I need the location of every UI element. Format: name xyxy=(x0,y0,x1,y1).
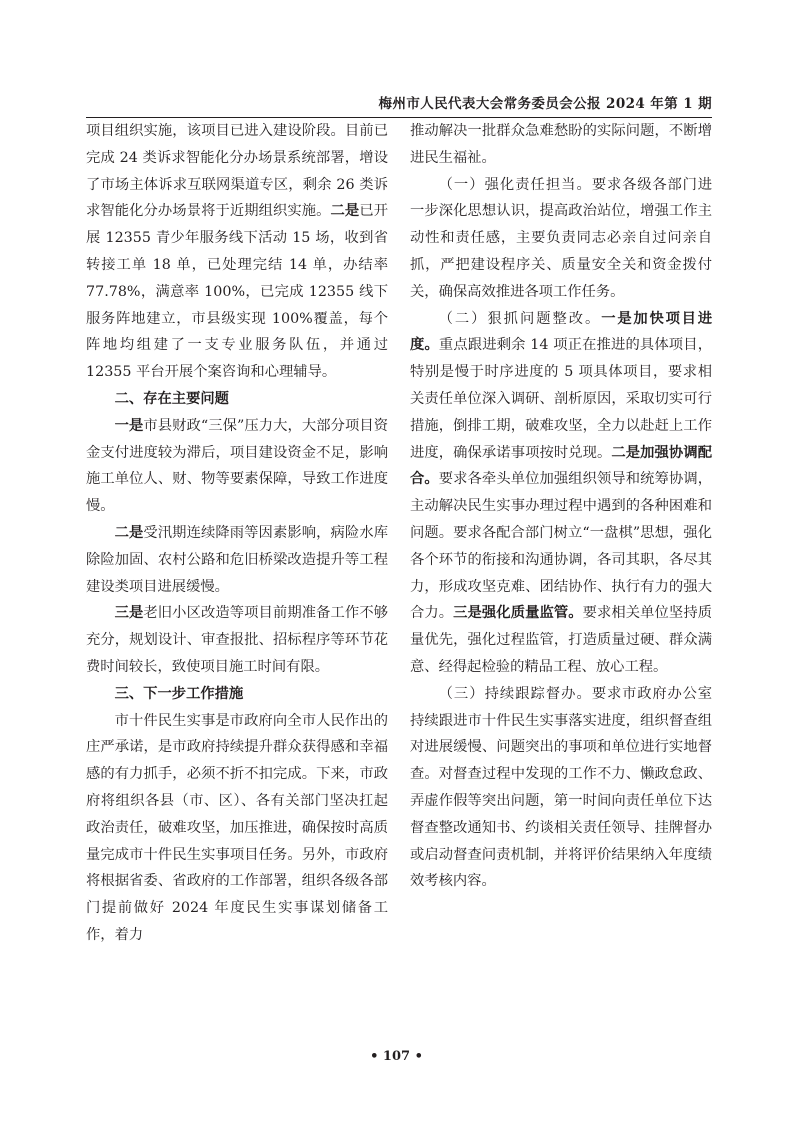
body-text: 市十件民生实事是市政府向全市人民作出的庄严承诺，是市政府持续提升群众获得感和幸福感的有力抓手，必须不折不扣完成。下来，市政府将组织各县（市、区）、各有关部门坚决扛起政治责任，破难攻坚，加压推进，确保按时高质量完成市十件民生实事项目任务。另外，市政府将根据省委、省政府的工作部署，组织各级各部门提前做好 2024 年度民生实事谋划储备工作，着力 xyxy=(86,712,388,943)
emphasis-text: 三是强化质量监管。 xyxy=(453,605,583,622)
body-text: 项目组织实施，该项目已进入建设阶段。目前已完成 24 类诉求智能化分办场景系统部署，增设了市场主体诉求互联网渠道专区，剩余 26 类诉求智能化分办场景将于近期组织实施。 xyxy=(86,123,388,220)
subsection-title: （二）狠抓问题整改。 xyxy=(438,310,602,327)
body-text: 老旧小区改造等项目前期准备工作不够充分，规划设计、审查报批、招标程序等环节花费时间较长，致使项目施工时间有限。 xyxy=(86,605,389,675)
body-text: 要求市政府办公室持续跟进市十件民生实事落实进度，组织督查组对进展缓慢、问题突出的事项和单位进行实地督查。对督查过程中发现的工作不力、懒政怠政、弄虚作假等突出问题，第一时间向责任单位下达督查整改通知书、约谈相关责任领导、挂牌督办或启动督查问责机制，并将评价结果纳入年度绩效考核内容。 xyxy=(410,685,713,890)
body-text: 已开展 12355 青少年服务线下活动 15 场，收到省转接工单 18 单，已处理完结 14 单，办结率 77.78%，满意率 100%，已完成 12355 线下服务阵地建立，市县级实现 100%覆盖，每个阵地均组建了一支专业服务队伍，并通过 12355 平台开展个案咨询和心理辅导。 xyxy=(86,203,389,381)
paragraph xyxy=(86,413,388,520)
paragraph xyxy=(86,600,388,680)
paragraph xyxy=(410,118,712,172)
emphasis-text: 二是 xyxy=(330,203,360,220)
page-number: • 107 • xyxy=(370,1049,423,1064)
emphasis-text: 二是加强协调配合。 xyxy=(410,444,712,488)
body-text: 推动解决一批群众急难愁盼的实际问题，不断增进民生福祉。 xyxy=(410,123,712,166)
paragraph xyxy=(86,520,388,600)
body-text: 要求各牵头单位加强组织领导和统筹协调，主动解决民生实事办理过程中遇到的各种困难和问题。要求各配合部门树立“一盘棋”思想，强化各个环节的衔接和沟通协调，各司其职，各尽其力，形成攻坚克难、团结协作、执行有力的强大合力。 xyxy=(410,471,713,622)
paragraph xyxy=(410,681,712,895)
right-column xyxy=(410,118,712,895)
body-text: 要求相关单位坚持质量优先，强化过程监管，打造质量过硬、群众满意、经得起检验的精品工程、放心工程。 xyxy=(410,605,713,675)
body-text: 受汛期连续降雨等因素影响，病险水库除险加固、农村公路和危旧桥梁改造提升等工程建设类项目进展缓慢。 xyxy=(86,524,389,595)
left-column xyxy=(86,118,388,949)
paragraph xyxy=(410,306,712,681)
body-text: 要求各级各部门进一步深化思想认识，提高政治站位，增强工作主动性和责任感，主要负责同志必亲自过问亲自抓，严把建设程序关、质量安全关和资金拨付关，确保高效推进各项工作任务。 xyxy=(410,176,713,300)
emphasis-text: 一是加快项目进度。 xyxy=(410,310,713,354)
section-heading xyxy=(86,386,388,413)
emphasis-text: 三是 xyxy=(114,605,144,622)
gazette-header-title: 梅州市人民代表大会常务委员会公报 2024 年第 1 期 xyxy=(378,96,712,112)
paragraph xyxy=(86,118,388,386)
body-text: 市县财政“三保”压力大，大部分项目资金支付进度较为滞后，项目建设资金不足，影响施工单位人、财、物等要素保障，导致工作进度慢。 xyxy=(86,417,388,515)
paragraph xyxy=(86,708,388,949)
emphasis-text: 三、下一步工作措施 xyxy=(114,685,244,702)
emphasis-text: 二、存在主要问题 xyxy=(114,390,229,407)
emphasis-text: 二是 xyxy=(114,524,144,541)
emphasis-text: 一是 xyxy=(114,417,144,434)
paragraph xyxy=(410,172,712,306)
subsection-title: （三）持续跟踪督办。 xyxy=(438,685,592,702)
subsection-title: （一）强化责任担当。 xyxy=(438,176,592,193)
section-heading xyxy=(86,681,388,708)
body-text: 重点跟进剩余 14 项正在推进的具体项目，特别是慢于时序进度的 5 项具体项目，要求相关责任单位深入调研、剖析原因，采取切实可行措施，倒排工期，破难攻坚，全力以赴赶上工作进度，确保承诺事项按时兑现。 xyxy=(410,337,713,461)
